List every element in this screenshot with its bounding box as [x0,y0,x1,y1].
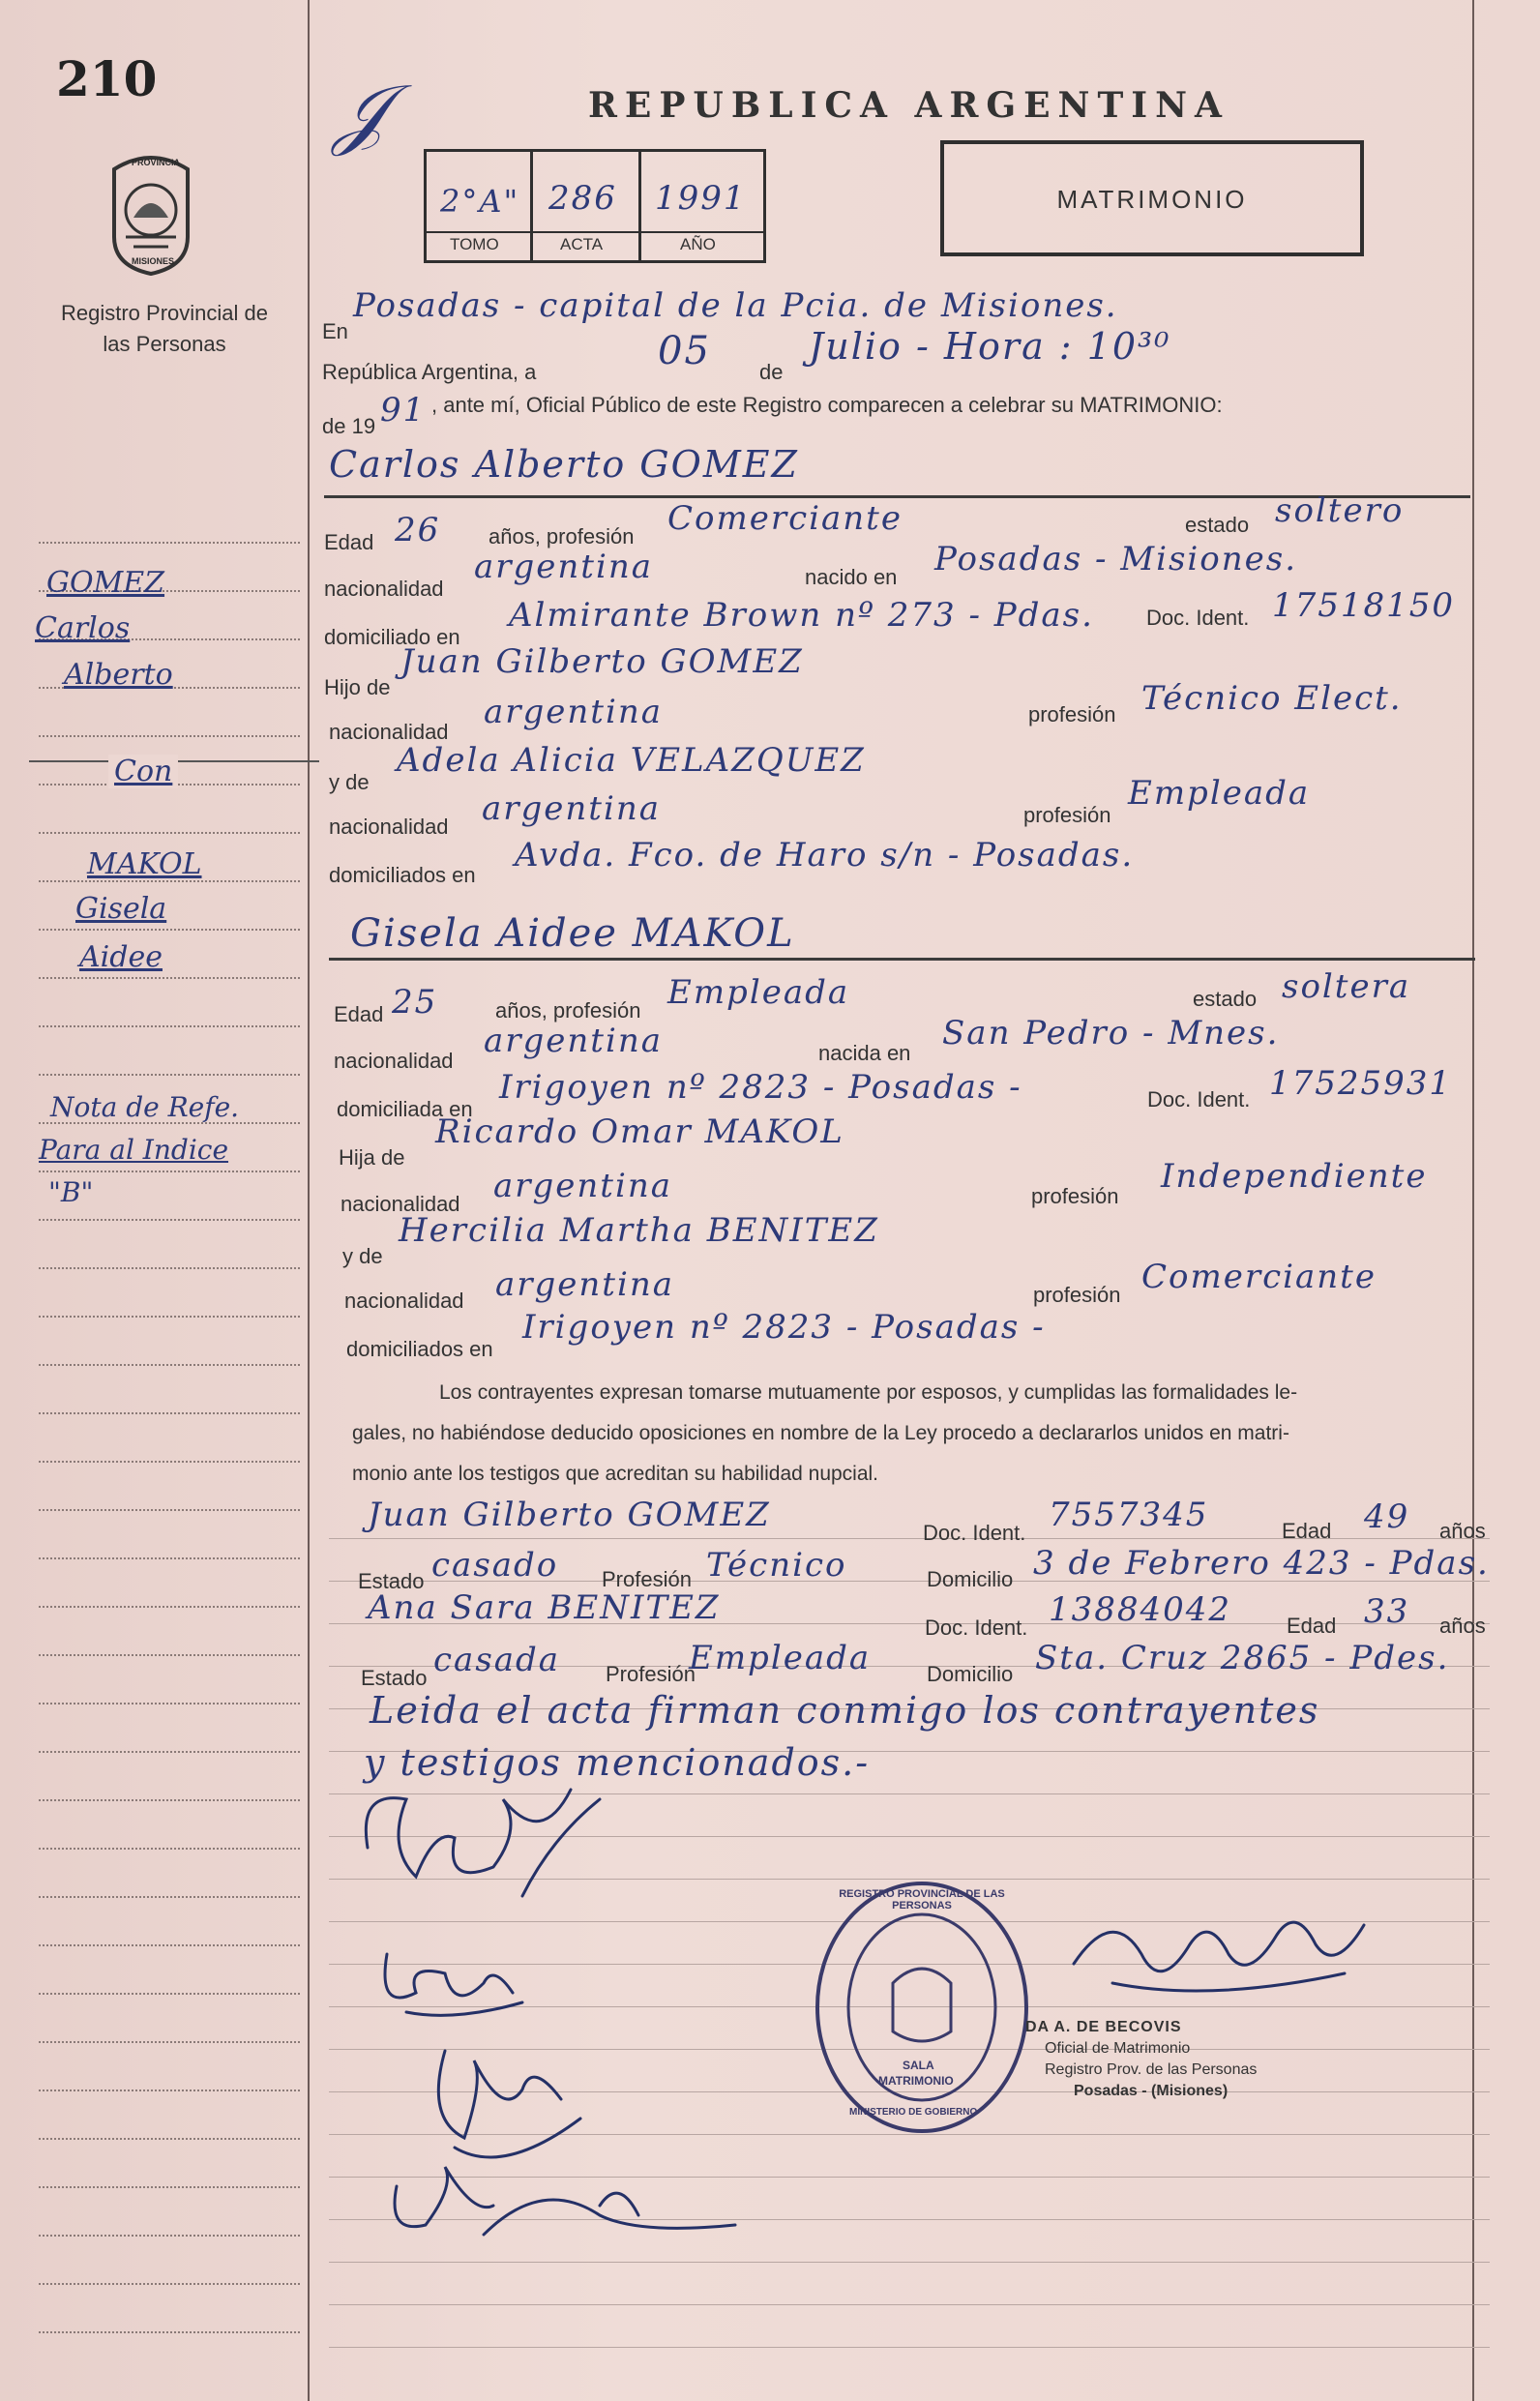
tomo-value: 2°A" [440,183,520,220]
bride-father: Ricardo Omar MAKOL [435,1112,844,1151]
provincial-seal-emblem [104,150,197,276]
bride-estado-label: estado [1193,987,1258,1011]
bride-parents-dom-label: domiciliados en [346,1337,493,1361]
bride-name-rule [329,958,1475,961]
bride-father-label: Hija de [339,1145,405,1170]
margin-dotted-line [39,977,300,979]
groom-father-nat: argentina [484,693,664,731]
stamp-line2: Oficial de Matrimonio [1045,2040,1191,2057]
bride-address: Irigoyen nº 2823 - Posadas - [499,1068,1022,1107]
groom-address: Almirante Brown nº 273 - Pdas. [509,596,1094,635]
margin-dotted-line [39,1267,300,1269]
bride-nationality: argentina [484,1022,664,1060]
bride-anos-profesion-label: años, profesión [495,998,641,1023]
margin-dotted-line [39,832,300,834]
witness1-estado-label: Estado [358,1569,425,1593]
tomo-label: TOMO [450,235,499,253]
margin-dotted-line [39,1944,300,1946]
witness2-age: 33 [1364,1592,1410,1631]
groom-mother-label: y de [329,770,370,794]
witness2-estado: casada [433,1641,561,1679]
stamp-line3: Registro Prov. de las Personas [1045,2061,1258,2078]
bride-nat-label: nacionalidad [334,1049,454,1073]
margin-dotted-line [39,929,300,931]
year-suffix: 91 [380,391,427,430]
margin-dotted-line [39,2235,300,2237]
bride-full-name: Gisela Aidee MAKOL [350,911,795,956]
witness2-doc-label: Doc. Ident. [925,1615,1028,1640]
margin-bride-first: Gisela [75,892,167,926]
margin-dotted-line [39,2041,300,2043]
margin-groom-surname: GOMEZ [46,566,165,600]
groom-mother-nat: argentina [482,789,662,828]
bride-age: 25 [392,983,438,1022]
registry-name: Registro Provincial de las Personas [61,301,268,356]
bride-mother-prof: Comerciante [1141,1258,1377,1296]
declaration-line2: gales, no habiéndose deducido oposiciones en nombre de la Ley procedo a declararlos unidos en matri- [352,1422,1289,1444]
bride-father-prof: Independiente [1161,1157,1428,1196]
place-value: Posadas - capital de la Pcia. de Misiones. [353,286,1118,325]
margin-dotted-line [39,1993,300,1995]
margin-bride-surname: MAKOL [87,847,202,881]
groom-father-prof-label: profesión [1028,702,1116,726]
seal-inner-top: SALA [903,2059,934,2072]
stamp-line1: DA A. DE BECOVIS [1025,2019,1182,2035]
witness1-profession: Técnico [706,1546,847,1585]
margin-dotted-line [39,2186,300,2188]
witness1-estado: casado [431,1546,559,1585]
act-type-box [940,140,1364,256]
margin-divider-line [308,0,310,2401]
margin-dotted-line [39,1171,300,1172]
margin-dotted-line [39,1654,300,1656]
bride-edad-label: Edad [334,1002,384,1026]
seal-inner-bottom: MATRIMONIO [878,2074,954,2088]
witness2-estado-label: Estado [361,1666,428,1690]
bride-estado: soltera [1282,967,1411,1006]
bride-doc-label: Doc. Ident. [1147,1087,1251,1112]
bride-mother-label: y de [342,1244,383,1268]
official-stamp [1025,2017,1316,2102]
groom-parents-dom: Avda. Fco. de Haro s/n - Posadas. [515,836,1135,874]
bride-mother-nat: argentina [495,1265,675,1304]
witness2-dom-label: Domicilio [927,1662,1014,1686]
groom-profession: Comerciante [667,499,903,538]
margin-note-line2: Para al Indice [39,1134,229,1166]
ano-value: 1991 [655,179,747,218]
bride-dom-label: domiciliada en [337,1097,473,1121]
groom-mother-prof-label: profesión [1023,803,1111,827]
ano-label: AÑO [680,235,716,253]
witness2-prof-label: Profesión [606,1662,696,1686]
republica-label: República Argentina, a [322,360,537,384]
witness1-age: 49 [1364,1497,1410,1536]
witness2-address: Sta. Cruz 2865 - Pdes. [1035,1639,1450,1677]
act-type-label: MATRIMONIO [1056,185,1248,214]
stamp-line4: Posadas - (Misiones) [1074,2083,1229,2099]
margin-dotted-line [39,1751,300,1753]
groom-anos-profesion-label: años, profesión [489,524,635,548]
margin-dotted-line [39,1461,300,1463]
witness1-prof-label: Profesión [602,1567,692,1591]
margin-dotted-line [39,1412,300,1414]
witness1-anos-label: años [1439,1519,1486,1543]
margin-dotted-line [39,1848,300,1850]
margin-dotted-line [39,2090,300,2091]
bride-doc: 17525931 [1269,1064,1453,1103]
groom-father-label: Hijo de [324,675,391,699]
bride-father-prof-label: profesión [1031,1184,1119,1208]
initial-scribble: 𝒥 [334,68,390,158]
groom-edad-label: Edad [324,530,374,554]
margin-dotted-line [39,1703,300,1704]
groom-nationality: argentina [474,548,654,586]
official-signature [1054,1886,1403,2012]
witness1-dom-label: Domicilio [927,1567,1014,1591]
margin-note-line3: "B" [48,1176,94,1208]
bride-mother-prof-label: profesión [1033,1283,1121,1307]
bride-father-nat: argentina [493,1167,673,1205]
margin-dotted-line [39,1364,300,1366]
seal-top-text: PROVINCIA [132,158,181,167]
margin-dotted-line [39,1074,300,1076]
groom-birthplace: Posadas - Misiones. [934,540,1298,578]
groom-age: 26 [395,511,441,549]
margin-dotted-line [39,1799,300,1801]
bride-birthplace: San Pedro - Mnes. [942,1014,1280,1052]
closing-line1: Leida el acta firman conmigo los contrayentes [370,1689,1320,1732]
margin-connector: Con [108,755,178,788]
margin-dotted-line [39,1896,300,1898]
country-title: REPUBLICA ARGENTINA [588,85,1229,126]
groom-dom-label: domiciliado en [324,625,460,649]
margin-dotted-line [39,542,300,544]
groom-estado-label: estado [1185,513,1250,537]
witness1-address: 3 de Febrero 423 - Pdas. [1033,1544,1490,1583]
intro-text: , ante mí, Oficial Público de este Registro comparecen a celebrar su MATRIMONIO: [431,393,1223,417]
margin-dotted-line [39,1316,300,1318]
margin-dotted-line [39,2331,300,2333]
bride-nacida-label: nacida en [818,1041,911,1065]
witness1-doc-label: Doc. Ident. [923,1521,1026,1545]
month-time-value: Julio - Hora : 10³⁰ [809,325,1171,368]
record-box [424,149,766,263]
margin-dotted-line [39,1509,300,1511]
declaration-line3: monio ante los testigos que acreditan su habilidad nupcial. [352,1463,879,1485]
groom-mother-nat-label: nacionalidad [329,815,449,839]
witness2-anos-label: años [1439,1614,1486,1638]
margin-groom-second: Alberto [64,658,173,692]
groom-nat-label: nacionalidad [324,577,444,601]
groom-father: Juan Gilberto GOMEZ [400,642,804,681]
bride-parents-dom: Irigoyen nº 2823 - Posadas - [522,1308,1046,1347]
bride-mother: Hercilia Martha BENITEZ [399,1211,879,1250]
groom-father-prof: Técnico Elect. [1141,679,1403,718]
margin-dotted-line [39,1025,300,1027]
groom-estado: soltero [1275,491,1405,530]
ruled-line [329,2347,1490,2348]
margin-groom-first: Carlos [35,611,131,645]
official-round-seal [811,1877,1033,2138]
acta-label: ACTA [560,235,604,253]
margin-dotted-line [39,735,300,737]
witness1-edad-label: Edad [1282,1519,1332,1543]
groom-mother-prof: Empleada [1128,774,1311,813]
declaration-line1: Los contrayentes expresan tomarse mutuamente por esposos, y cumplidas las formalidades le- [439,1381,1298,1404]
groom-full-name: Carlos Alberto GOMEZ [329,443,799,486]
margin-dotted-line [39,2283,300,2285]
bride-profession: Empleada [667,973,850,1012]
seal-ring-bottom: MINISTERIO DE GOBIERNO [849,2107,978,2118]
signatures [348,1770,890,2293]
groom-father-nat-label: nacionalidad [329,720,449,744]
witness1-doc: 7557345 [1049,1496,1209,1534]
witness1-name: Juan Gilberto GOMEZ [368,1496,771,1534]
day-value: 05 [658,329,711,373]
margin-dotted-line [39,1219,300,1221]
page-number: 210 [56,50,158,107]
margin-dotted-line [39,2138,300,2140]
margin-note-line1: Nota de Refe. [50,1091,240,1123]
groom-nacido-label: nacido en [805,565,898,589]
year-prefix: de 19 [322,414,376,438]
groom-parents-dom-label: domiciliados en [329,863,476,887]
margin-dotted-line [39,1606,300,1608]
right-edge-line [1472,0,1474,2401]
groom-doc-label: Doc. Ident. [1146,606,1250,630]
seal-ring-text: REGISTRO PROVINCIAL DE LAS PERSONAS [839,1888,1005,1912]
witness2-name: Ana Sara BENITEZ [368,1588,721,1627]
seal-bottom-text: MISIONES [132,256,175,266]
de-label: de [759,360,784,384]
bride-father-nat-label: nacionalidad [341,1192,460,1216]
margin-dotted-line [39,1557,300,1559]
en-label: En [322,319,348,343]
closing-line2: y testigos mencionados.- [364,1741,871,1784]
bride-mother-nat-label: nacionalidad [344,1289,464,1313]
groom-doc: 17518150 [1272,586,1456,625]
groom-mother: Adela Alicia VELAZQUEZ [397,741,866,780]
margin-bride-second: Aidee [79,940,163,974]
ruled-line [329,2304,1490,2305]
witness2-doc: 13884042 [1049,1590,1232,1629]
witness2-profession: Empleada [689,1639,872,1677]
witness2-edad-label: Edad [1287,1614,1337,1638]
acta-value: 286 [548,179,617,218]
